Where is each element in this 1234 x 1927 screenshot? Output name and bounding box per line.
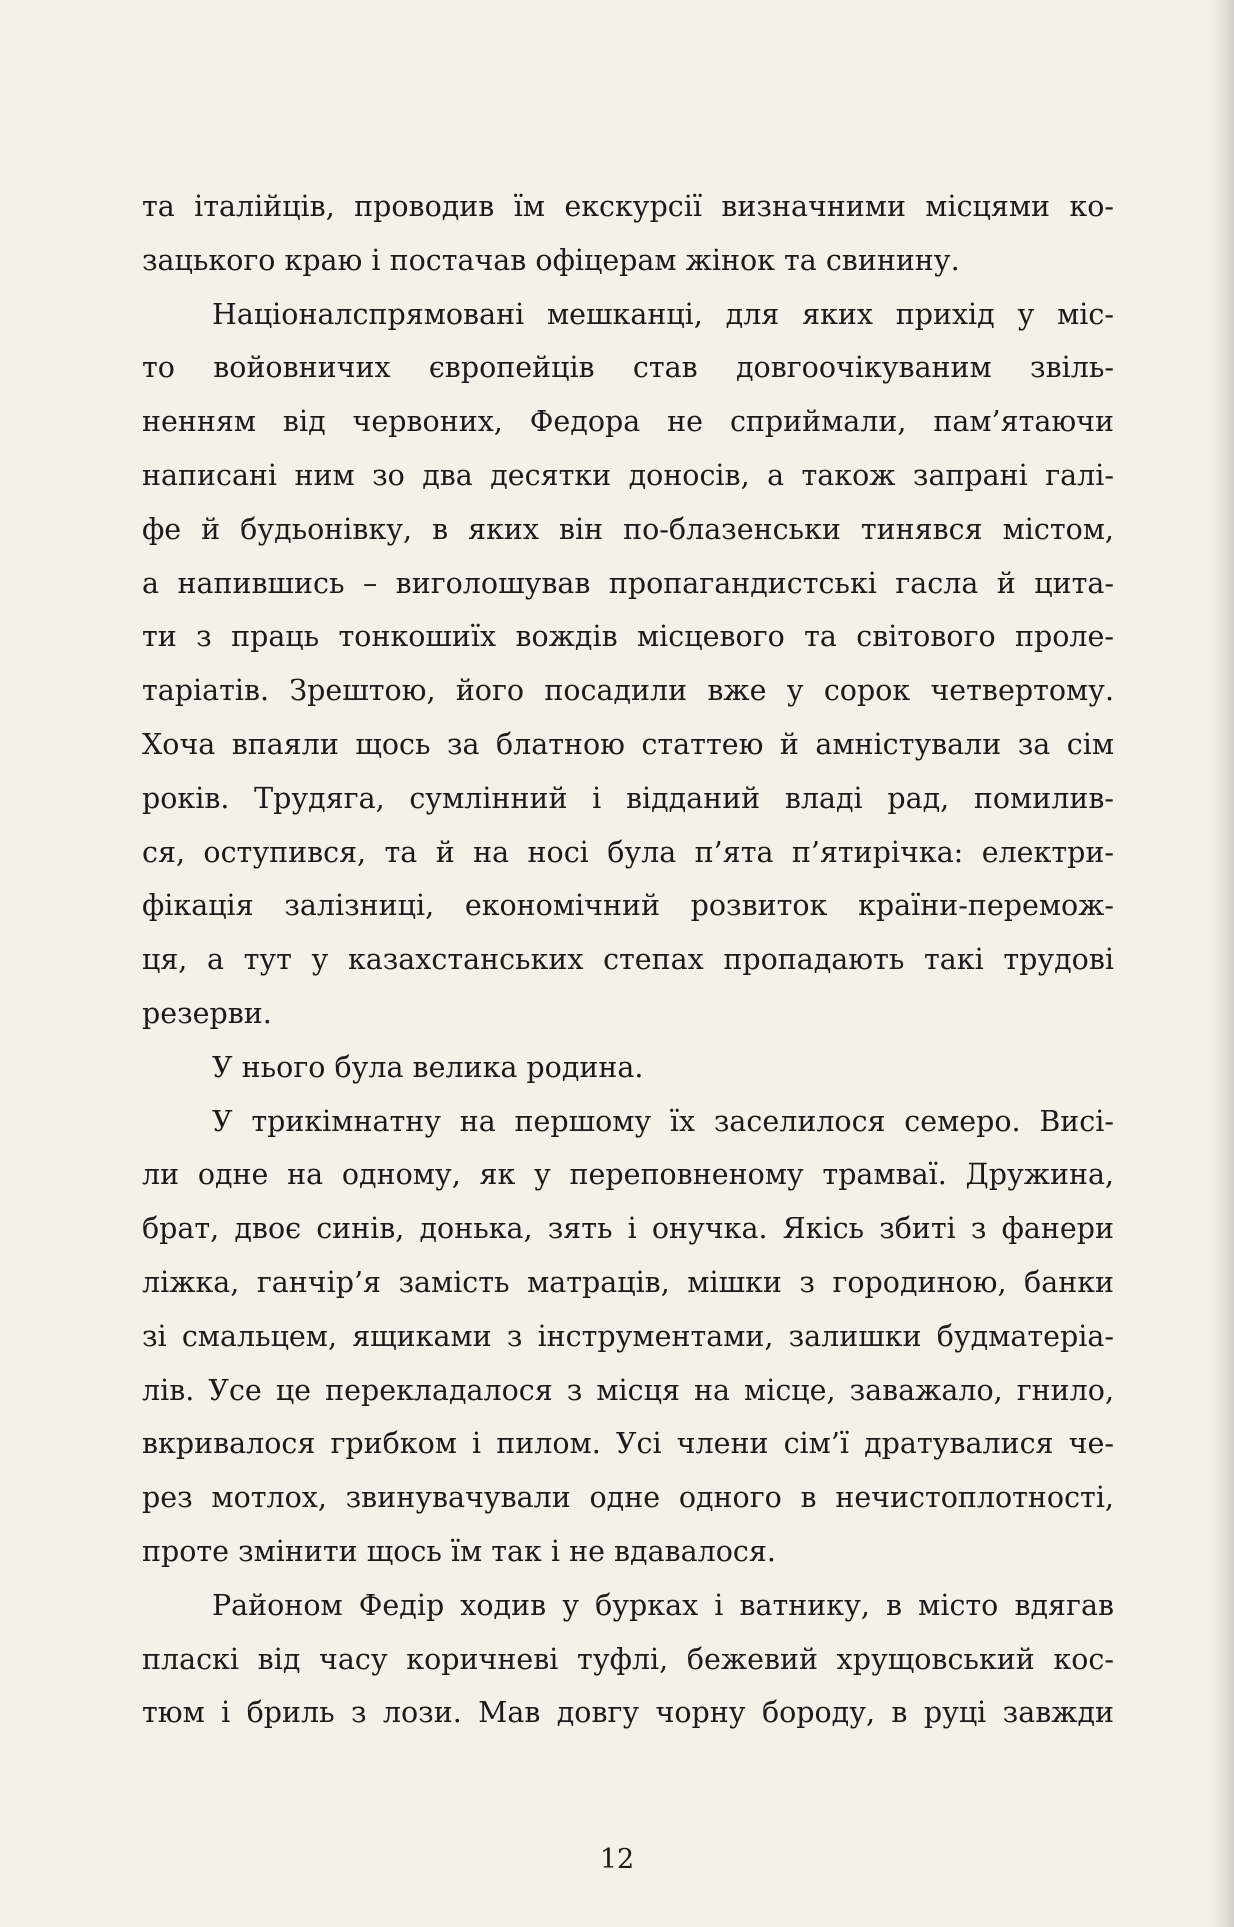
paragraph-first-line: У трикімнатну на першому їх заселилося семеро. Висі- [212, 1104, 1114, 1138]
text-line: а напившись – виголошував пропагандистські гасла й цита- [142, 566, 1114, 600]
text-line: брат, двоє синів, донька, зять і онучка. Якісь збиті з фанери [142, 1212, 1114, 1246]
text-line: Хоча впаяли щось за блатною статтею й амністували за сім [142, 727, 1114, 761]
page-edge-shadow [1208, 0, 1234, 1927]
text-line: ти з праць тонкошиїх вождів місцевого та світового проле- [142, 620, 1114, 654]
text-line: ненням від червоних, Федора не сприймали, пам’ятаючи [142, 405, 1114, 439]
text-line: тюм і бриль з лози. Мав довгу чорну бороду, в руці завжди [142, 1696, 1114, 1730]
text-line: лів. Усе це перекладалося з місця на місце, заважало, гнило, [142, 1373, 1114, 1407]
text-line: фікація залізниці, економічний розвиток країни-перемож- [142, 889, 1114, 923]
text-line: ся, оступився, та й на носі була п’ята п’ятирічка: електри- [142, 835, 1114, 869]
text-line: років. Трудяга, сумлінний і відданий владі рад, помилив- [142, 781, 1114, 815]
text-line: рез мотлох, звинувачували одне одного в нечистоплотності, [142, 1481, 1114, 1515]
body-text [142, 180, 1114, 1740]
text-line: резерви. [142, 996, 272, 1030]
text-line: ліжка, ганчір’я замість матраців, мішки з городиною, банки [142, 1265, 1114, 1299]
text-line: написані ним зо два десятки доносів, а також запрані галі- [142, 458, 1114, 492]
text-line: ли одне на одному, як у переповненому трамваї. Дружина, [142, 1158, 1114, 1192]
paragraph-first-line: Націоналспрямовані мешканці, для яких прихід у міс- [212, 297, 1114, 331]
text-line: пласкі від часу коричневі туфлі, бежевий хрущовський кос- [142, 1642, 1114, 1676]
page-number: 12 [599, 1844, 635, 1875]
paragraph-first-line: Районом Федір ходив у бурках і ватнику, в місто вдягав [212, 1588, 1114, 1622]
text-line: проте змінити щось їм так і не вдавалося. [142, 1534, 776, 1568]
paragraph-first-line: У нього була велика родина. [212, 1050, 644, 1084]
text-line: зі смальцем, ящиками з інструментами, залишки будматеріа- [142, 1319, 1114, 1353]
text-line: та італійців, проводив їм екскурсії визначними місцями ко- [142, 190, 1114, 223]
text-line: фе й будьонівку, в яких він по-блазенськи тинявся містом, [142, 512, 1114, 546]
text-line: вкривалося грибком і пилом. Усі члени сім’ї дратувалися че- [142, 1427, 1114, 1461]
text-line: таріатів. Зрештою, його посадили вже у сорок четвертому. [142, 674, 1114, 708]
text-line: ця, а тут у казахстанських степах пропадають такі трудові [142, 943, 1114, 977]
text-line: то войовничих європейців став довгоочікуваним звіль- [142, 351, 1114, 385]
text-line: зацького краю і постачав офіцерам жінок та свинину. [142, 243, 960, 277]
